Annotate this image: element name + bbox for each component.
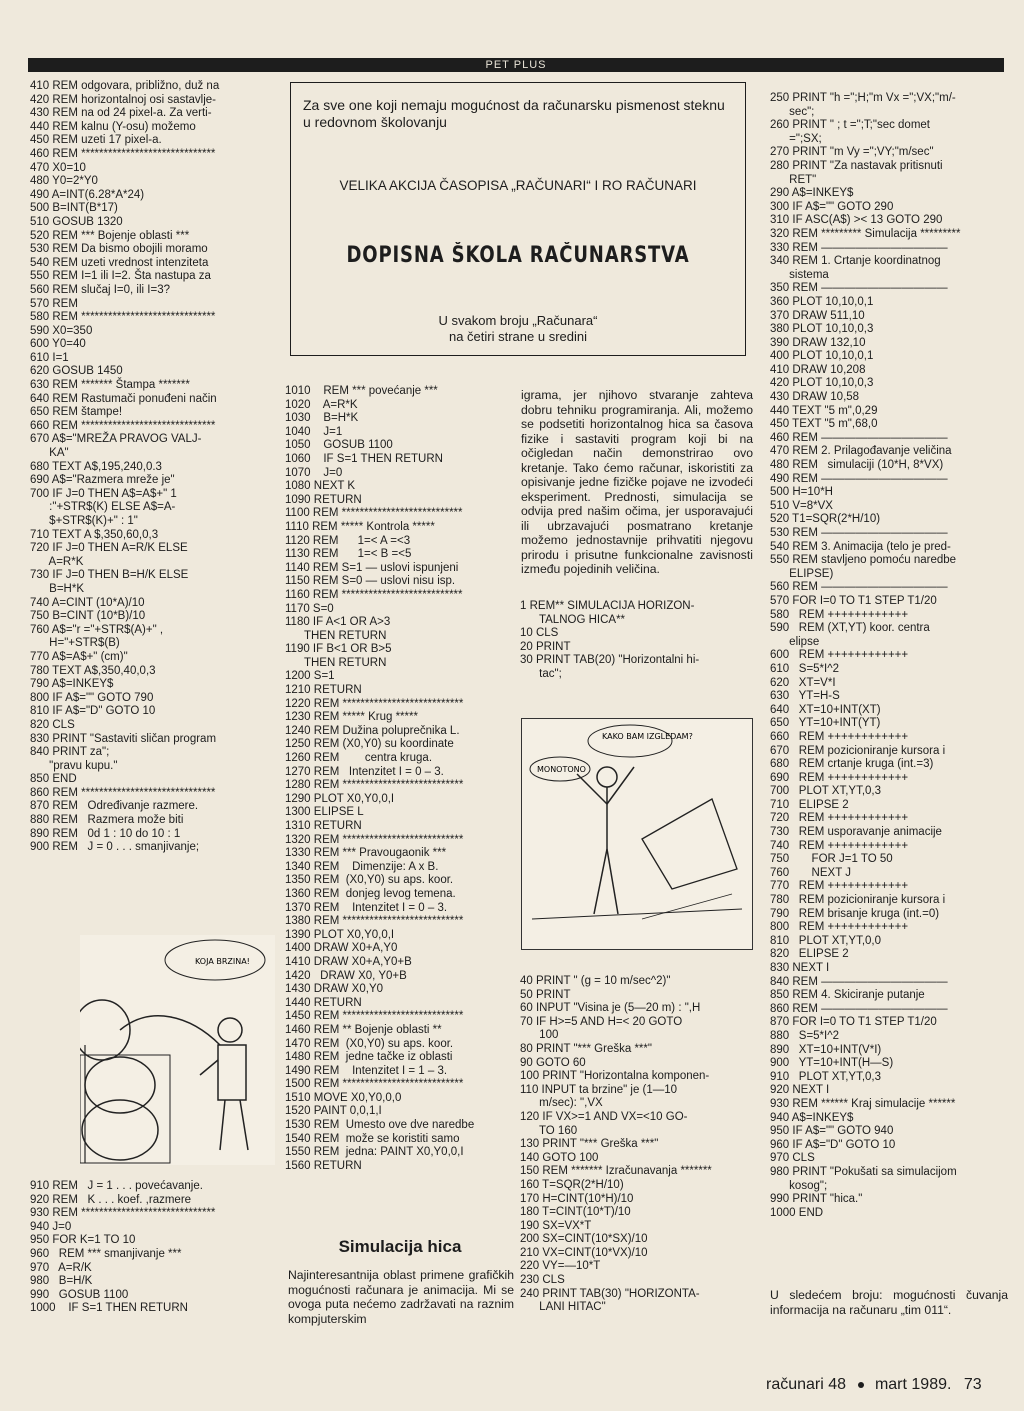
code-line: 470 X0=10 (30, 161, 86, 174)
code-line: 900 YT=10+INT(H—S) (770, 1057, 894, 1070)
code-line: 1130 REM 1=< B =<5 (285, 548, 412, 561)
ad-title: DOPISNA ŠKOLA RAČUNARSTVA (346, 243, 690, 268)
code-line: 550 REM stavljeno pomoću naredbe (770, 554, 957, 567)
code-line: =";SX; (770, 132, 822, 145)
code-line: 980 PRINT "Pokušati sa simulacijom (770, 1165, 957, 1178)
code-line: 330 REM ——————————— (770, 241, 948, 254)
code-line: 1 REM** SIMULACIJA HORIZON- (520, 600, 695, 612)
code-line: 1210 RETURN (285, 684, 362, 697)
code-line: 680 TEXT A$,195,240,0.3 (30, 460, 162, 473)
article-paragraph: igrama, jer njihovo stvaranje zahteva dobru tehniku programiranja. Ali, možemo se podsetiti horizontalnog hica sa časova fizike i sastaviti program koji bi na očigledan način demonstrirao ovo kretanje. Tako ćemo računar, iskoristiti za opisivanje jedne fizičke pojave ne izvodeći eksperiment. Prednosti, simulacija se odvija pred našim očima, jer usporavajući ili ubrzavajući posmatrano kretanje možemo jednostavnije prihvatiti njegovu prirodu i prisutne funkcionalne zavisnosti između pojedinih veličina. (521, 388, 753, 576)
code-line: 250 PRINT "h =";H;"m Vx =";VX;"m/- (770, 92, 956, 104)
footer-bullet (858, 1382, 864, 1388)
code-line: 620 GOSUB 1450 (30, 365, 123, 378)
code-line: 770 REM ++++++++++++ (770, 880, 909, 893)
footer-page-number: 73 (963, 1376, 982, 1393)
code-line: 1480 REM jedne tačke iz oblasti (285, 1051, 453, 1064)
code-line: 350 REM ——————————— (770, 282, 948, 295)
code-line: 510 V=8*VX (770, 499, 833, 512)
code-line: 430 REM na od 24 pixel-a. Za verti- (30, 107, 212, 120)
code-line: 670 A$="MREŽA PRAVOG VALJ- (30, 433, 202, 446)
code-line: 700 IF J=0 THEN A$=A$+" 1 (30, 487, 177, 500)
code-line: 750 B=CINT (10*B)/10 (30, 610, 146, 623)
code-line: 840 PRINT za"; (30, 746, 110, 759)
code-line: 290 A$=INKEY$ (770, 187, 854, 200)
code-line: 420 REM horizontalnoj osi sastavlje- (30, 93, 217, 106)
code-line: 710 TEXT A $,350,60,0,3 (30, 528, 159, 541)
code-line: 730 REM usporavanje animacije (770, 826, 942, 839)
code-line: 120 IF VX>=1 AND VX=<10 GO- (520, 1110, 688, 1123)
code-line: 500 B=INT(B*17) (30, 202, 118, 215)
code-line: 1230 REM ***** Krug ***** (285, 711, 418, 724)
code-line: 40 PRINT " (g = 10 m/sec^2)" (520, 975, 671, 987)
code-line: 360 PLOT 10,10,0,1 (770, 295, 874, 308)
code-line: 680 REM crtanje kruga (int.=3) (770, 758, 934, 771)
code-line: 1280 REM *************************** (285, 779, 464, 792)
code-line: 970 CLS (770, 1152, 815, 1165)
code-line: sec"; (770, 105, 815, 118)
code-line: 1020 A=R*K (285, 398, 358, 411)
code-line: TO 160 (520, 1124, 578, 1137)
ad-footer-line1: U svakom broju „Računara“ (438, 313, 598, 328)
code-line: 440 REM kalnu (Y-osu) možemo (30, 120, 196, 133)
code-line: 810 IF A$="D" GOTO 10 (30, 705, 156, 718)
code-line: TALNOG HICA** (520, 613, 626, 626)
code-line: 70 IF H>=5 AND H=< 20 GOTO (520, 1015, 683, 1028)
code-line: 1420 DRAW X0, Y0+B (285, 969, 407, 982)
code-line: 140 GOTO 100 (520, 1151, 599, 1164)
code-line: 310 IF ASC(A$) >< 13 GOTO 290 (770, 214, 943, 227)
code-line: 1410 DRAW X0+A,Y0+B (285, 955, 412, 968)
code-line: 1380 REM *************************** (285, 915, 464, 928)
code-line: 1150 REM S=0 — uslovi nisu isp. (285, 575, 456, 588)
code-line: 740 REM ++++++++++++ (770, 839, 909, 852)
code-line: 670 REM pozicioniranje kursora i (770, 744, 946, 757)
observer-bubble-text: KAKO BAM IZGLEDAM? (602, 732, 693, 741)
code-line: 480 Y0=2*Y0 (30, 175, 98, 188)
code-line: 630 REM ******* Štampa ******* (30, 379, 190, 392)
code-line: 590 X0=350 (30, 324, 93, 337)
code-line: $+STR$(K)+" : 1" (30, 515, 138, 527)
code-line: 990 PRINT "hica." (770, 1193, 863, 1206)
next-issue-note: U sledećem broju: mogućnosti čuvanja informacija na računaru „tim 011“. (770, 1288, 1008, 1317)
code-line: 590 REM (XT,YT) koor. centra (770, 622, 930, 635)
code-line: 1540 REM može se koristiti samo (285, 1132, 460, 1145)
code-line: 420 PLOT 10,10,0,3 (770, 377, 874, 390)
code-line: 90 GOTO 60 (520, 1056, 586, 1069)
code-line: ELIPSE) (770, 567, 834, 580)
code-line: 870 FOR I=0 TO T1 STEP T1/20 (770, 1016, 937, 1029)
code-line: 960 IF A$="D" GOTO 10 (770, 1138, 896, 1151)
code-line: tac"; (520, 667, 562, 680)
code-line: 450 REM uzeti 17 pixel-a. (30, 134, 162, 147)
code-line: 840 REM ——————————— (770, 975, 948, 988)
code-line: 1160 REM *************************** (285, 588, 463, 601)
code-line: 910 REM J = 1 . . . povećavanje. (30, 1180, 203, 1192)
code-line: 1090 RETURN (285, 493, 362, 506)
code-line: 1010 REM *** povećanje *** (285, 385, 438, 397)
code-line: 600 REM ++++++++++++ (770, 649, 909, 662)
code-line: 800 IF A$="" GOTO 790 (30, 691, 154, 704)
code-line: 60 INPUT "Visina je (5—20 m) : ",H (520, 1002, 701, 1015)
code-line: 630 YT=H-S (770, 690, 840, 703)
code-line: 1200 S=1 (285, 670, 335, 683)
code-line: 950 IF A$="" GOTO 940 (770, 1125, 894, 1138)
code-line: 790 A$=INKEY$ (30, 678, 114, 691)
code-line: 470 REM 2. Prilagođavanje veličina (770, 445, 952, 458)
code-line: 1300 ELIPSE L (285, 806, 364, 819)
code-line: 20 PRINT (520, 640, 571, 653)
code-line: 1170 S=0 (285, 602, 334, 615)
code-line: 1110 REM ***** Kontrola ***** (285, 520, 435, 533)
code-line: 10 CLS (520, 627, 559, 640)
code-line: 30 PRINT TAB(20) "Horizontalni hi- (520, 654, 700, 667)
code-line: 200 SX=CINT(10*SX)/10 (520, 1233, 648, 1246)
footer-magazine: računari 48 (766, 1376, 847, 1393)
observer-cartoon (521, 718, 753, 950)
code-line: 570 FOR I=0 TO T1 STEP T1/20 (770, 594, 937, 607)
code-line: THEN RETURN (285, 629, 387, 642)
code-line: 760 NEXT J (770, 866, 851, 879)
page-footer (766, 1376, 982, 1394)
code-line: 50 PRINT (520, 988, 571, 1001)
code-line: 950 FOR K=1 TO 10 (30, 1234, 136, 1247)
code-line: 960 REM *** smanjivanje *** (30, 1247, 182, 1260)
code-line: 1290 PLOT X0,Y0,0,I (285, 792, 395, 805)
code-line: 1470 REM (X0,Y0) su aps. koor. (285, 1037, 454, 1050)
code-line: 1340 REM Dimenzije: A x B. (285, 860, 439, 873)
code-line: 1140 REM S=1 — uslovi ispunjeni (285, 561, 459, 574)
code-line: 1350 REM (X0,Y0) su aps. koor. (285, 874, 454, 887)
section-header-bar (28, 58, 1004, 72)
code-line: 920 REM K . . . koef. ,razmere (30, 1193, 192, 1206)
code-listing-col1-top (30, 80, 270, 855)
barrel-cartoon (80, 935, 275, 1165)
code-line: 780 TEXT A$,350,40,0,3 (30, 664, 156, 677)
code-line: 180 T=CINT(10*T)/10 (520, 1206, 631, 1219)
code-listing-col1-bottom (30, 1180, 270, 1316)
code-listing-col2 (285, 385, 515, 1173)
code-line: 410 REM odgovara, približno, duž na (30, 80, 220, 92)
code-line: 980 B=H/K (30, 1275, 93, 1288)
code-line: 820 CLS (30, 718, 75, 731)
code-line: 830 NEXT I (770, 962, 830, 974)
observer-label-text: MONOTONO (537, 765, 586, 774)
code-line: 1070 J=0 (285, 466, 343, 479)
code-line: 150 REM ******* Izračunavanja ******* (520, 1165, 712, 1178)
code-line: 1530 REM Umesto ove dve naredbe (285, 1119, 475, 1132)
code-line: 460 REM ——————————— (770, 431, 948, 444)
code-line: 570 REM (30, 297, 78, 310)
code-line: 530 REM ——————————— (770, 527, 948, 539)
code-line: 700 PLOT XT,YT,0,3 (770, 785, 882, 798)
code-line: 1430 DRAW X0,Y0 (285, 983, 384, 996)
code-line: 1330 REM *** Pravougaonik *** (285, 847, 447, 860)
code-listing-col3-bottom (520, 975, 755, 1315)
code-line: 280 PRINT "Za nastavak pritisnuti (770, 159, 943, 172)
ad-action: VELIKA AKCIJA ČASOPISA „RAČUNARI“ I RO RAČUNARI (339, 178, 697, 193)
code-line: 990 GOSUB 1100 (30, 1288, 129, 1301)
code-line: 260 PRINT " ; t =";T;"sec domet (770, 119, 931, 132)
code-line: 240 PRINT TAB(30) "HORIZONTA- (520, 1287, 700, 1300)
code-line: 930 REM ****** Kraj simulacije ****** (770, 1097, 956, 1110)
code-line: 1080 NEXT K (285, 480, 356, 493)
code-line: 720 REM ++++++++++++ (770, 812, 909, 825)
code-line: 1270 REM Intenzitet I = 0 – 3. (285, 765, 444, 778)
code-line: LANI HITAC" (520, 1301, 606, 1314)
code-line: 620 XT=V*I (770, 676, 836, 689)
code-line: 300 IF A$="" GOTO 290 (770, 200, 894, 213)
code-line: 1240 REM Dužina poluprečnika L. (285, 724, 460, 737)
code-line: 730 IF J=0 THEN B=H/K ELSE (30, 569, 189, 582)
code-line: 1120 REM 1=< A =<3 (285, 534, 411, 547)
code-line: 1100 REM *************************** (285, 507, 463, 520)
code-line: 1320 REM *************************** (285, 833, 464, 846)
code-line: 830 PRINT "Sastaviti sličan program (30, 732, 217, 745)
code-line: 650 YT=10+INT(YT) (770, 717, 881, 730)
code-line: "pravu kupu." (30, 759, 118, 772)
code-line: 790 REM brisanje kruga (int.=0) (770, 907, 940, 920)
code-line: 1450 REM *************************** (285, 1010, 464, 1023)
code-line: 860 REM ****************************** (30, 786, 216, 799)
code-line: 890 XT=10+INT(V*I) (770, 1043, 882, 1056)
code-line: 850 REM 4. Skiciranje putanje (770, 989, 925, 1002)
code-line: 880 REM Razmera može biti (30, 814, 184, 827)
simulation-paragraph: Najinteresantnija oblast primene grafičkih mogućnosti računara je animacija. Mi se ovoga puta nećemo zadržavati na raznim kompjuterskim (288, 1268, 514, 1326)
code-line: 1190 IF B<1 OR B>5 (285, 643, 392, 656)
code-line: 490 A=INT(6.28*A*24) (30, 188, 145, 201)
code-line: 1360 REM donjeg levog temena. (285, 887, 456, 900)
code-line: 1250 REM (X0,Y0) su koordinate (285, 738, 454, 751)
code-line: RET" (770, 173, 817, 186)
code-line: 380 PLOT 10,10,0,3 (770, 323, 874, 336)
code-listing-col4 (770, 92, 1005, 1220)
code-line: 1460 REM ** Bojenje oblasti ** (285, 1023, 442, 1036)
code-line: 900 REM J = 0 . . . smanjivanje; (30, 841, 200, 854)
code-line: 1030 B=H*K (285, 412, 359, 425)
code-line: 100 PRINT "Horizontalna komponen- (520, 1070, 710, 1083)
code-line: 390 DRAW 132,10 (770, 336, 866, 349)
code-line: 450 TEXT "5 m",68,0 (770, 418, 878, 431)
code-line: 640 XT=10+INT(XT) (770, 703, 881, 716)
ad-intro: Za sve one koji nemaju mogućnost da računarsku pismenost steknu u redovnom školovanju (303, 97, 725, 130)
code-line: 190 SX=VX*T (520, 1219, 592, 1232)
code-line: 540 REM uzeti vrednost intenziteta (30, 256, 209, 269)
code-line: 340 REM 1. Crtanje koordinatnog (770, 255, 941, 268)
code-line: H="+STR$(B) (30, 637, 120, 650)
code-line: 720 IF J=0 THEN A=R/K ELSE (30, 542, 188, 555)
code-line: 600 Y0=40 (30, 338, 86, 351)
code-line: 800 REM ++++++++++++ (770, 921, 909, 934)
code-line: 1400 DRAW X0+A,Y0 (285, 942, 398, 955)
code-line: A=R*K (30, 555, 84, 568)
footer-date: mart 1989. (874, 1376, 952, 1393)
code-line: 110 INPUT ta brzine" je (1—10 (520, 1083, 678, 1096)
section-title: PET PLUS (485, 59, 547, 71)
code-line: 430 DRAW 10,58 (770, 391, 860, 404)
code-line: 490 REM ——————————— (770, 472, 948, 485)
code-line: B=H*K (30, 582, 85, 595)
code-line: elipse (770, 635, 820, 648)
code-line: 610 I=1 (30, 351, 69, 364)
code-line: 1000 END (770, 1206, 824, 1219)
code-line: 530 REM Da bismo obojili moramo (30, 243, 208, 256)
code-line: 780 REM pozicioniranje kursora i (770, 894, 946, 907)
code-line: 660 REM ****************************** (30, 419, 216, 432)
code-line: 540 REM 3. Animacija (telo je pred- (770, 540, 951, 553)
code-line: 690 REM ++++++++++++ (770, 771, 909, 784)
code-line: sistema (770, 268, 829, 281)
code-line: 1510 MOVE X0,Y0,0,0 (285, 1091, 402, 1104)
code-line: 500 H=10*H (770, 486, 833, 499)
code-line: 660 REM ++++++++++++ (770, 730, 909, 743)
code-line: 610 S=5*I^2 (770, 662, 840, 675)
code-line: 1180 IF A<1 OR A>3 (285, 616, 391, 629)
code-line: 560 REM ——————————— (770, 581, 948, 594)
code-line: 510 GOSUB 1320 (30, 215, 123, 228)
code-line: 460 REM ****************************** (30, 147, 216, 160)
simulation-heading: Simulacija hica (338, 1237, 462, 1256)
code-line: 1550 REM jedna: PAINT X0,Y0,0,I (285, 1146, 464, 1159)
code-line: 410 DRAW 10,208 (770, 363, 866, 376)
code-line: 930 REM ****************************** (30, 1207, 216, 1220)
code-line: 750 FOR J=1 TO 50 (770, 853, 893, 866)
code-line: 910 PLOT XT,YT,0,3 (770, 1070, 882, 1083)
code-line: 1500 REM *************************** (285, 1078, 464, 1091)
code-line: 130 PRINT "*** Greška ***" (520, 1138, 659, 1151)
ad-footer (291, 313, 745, 345)
code-line: 480 REM simulaciji (10*H, 8*VX) (770, 459, 944, 472)
code-line: 640 REM Rastumači ponuđeni način (30, 392, 217, 405)
code-line: 440 TEXT "5 m",0,29 (770, 404, 878, 417)
code-line: 760 A$="r ="+STR$(A)+" , (30, 623, 164, 636)
code-line: 710 ELIPSE 2 (770, 798, 849, 811)
code-line: 1490 REM Intenzitet I = 1 – 3. (285, 1064, 448, 1077)
code-line: 1310 RETURN (285, 820, 362, 832)
code-line: THEN RETURN (285, 656, 387, 669)
code-line: 920 NEXT I (770, 1084, 830, 1097)
code-line: 1040 J=1 (285, 425, 343, 438)
code-line: m/sec): ",VX (520, 1097, 603, 1110)
code-line: 550 REM I=1 ili I=2. Šta nastupa za (30, 270, 211, 283)
code-line: 220 VY=—10*T (520, 1260, 601, 1273)
code-line: 870 REM Određivanje razmere. (30, 800, 199, 813)
code-line: 820 ELIPSE 2 (770, 948, 849, 961)
code-line: 560 REM slučaj I=0, ili I=3? (30, 283, 170, 296)
code-line: 230 CLS (520, 1274, 565, 1287)
code-line: 520 T1=SQR(2*H/10) (770, 513, 881, 526)
code-line: 740 A=CINT (10*A)/10 (30, 596, 145, 609)
code-line: KA" (30, 447, 69, 460)
code-listing-col3-top (520, 600, 755, 682)
code-line: kosog"; (770, 1179, 828, 1192)
code-line: 1260 REM centra kruga. (285, 752, 433, 765)
code-line: 1370 REM Intenzitet I = 0 – 3. (285, 901, 448, 914)
code-line: 1390 PLOT X0,Y0,0,I (285, 928, 395, 941)
code-line: 690 A$="Razmera mreže je" (30, 474, 175, 487)
code-line: 580 REM ****************************** (30, 311, 216, 324)
code-line: :"+STR$(K) ELSE A$=A- (30, 501, 176, 514)
code-line: 170 H=CINT(10*H)/10 (520, 1192, 634, 1205)
barrel-bubble-text: KOJA BRZINA! (195, 957, 250, 966)
code-line: 940 A$=INKEY$ (770, 1111, 854, 1124)
code-line: 1050 GOSUB 1100 (285, 439, 393, 452)
code-line: 270 PRINT "m Vy =";VY;"m/sec" (770, 146, 934, 159)
code-line: 210 VX=CINT(10*VX)/10 (520, 1246, 648, 1259)
code-line: 80 PRINT "*** Greška ***" (520, 1042, 652, 1055)
code-line: 940 J=0 (30, 1220, 72, 1233)
code-line: 1560 RETURN (285, 1159, 362, 1172)
correspondence-school-ad (290, 82, 746, 356)
code-line: 160 T=SQR(2*H/10) (520, 1178, 624, 1191)
code-line: 320 REM ********* Simulacija ********* (770, 227, 961, 240)
code-line: 400 PLOT 10,10,0,1 (770, 350, 874, 363)
code-line: 520 REM *** Bojenje oblasti *** (30, 229, 190, 242)
code-line: 810 PLOT XT,YT,0,0 (770, 934, 882, 947)
ad-footer-line2: na četiri strane u sredini (448, 329, 587, 344)
code-line: 1440 RETURN (285, 996, 362, 1009)
code-line: 1520 PAINT 0,0,1,I (285, 1105, 382, 1118)
code-line: 100 (520, 1029, 559, 1042)
code-line: 890 REM 0d 1 : 10 do 10 : 1 (30, 827, 181, 840)
code-line: 970 A=R/K (30, 1261, 92, 1274)
code-line: 860 REM ——————————— (770, 1002, 948, 1015)
code-line: 850 END (30, 773, 77, 786)
code-line: 1000 IF S=1 THEN RETURN (30, 1302, 188, 1315)
code-line: 880 S=5*I^2 (770, 1029, 840, 1042)
code-line: 580 REM ++++++++++++ (770, 608, 909, 621)
code-line: 370 DRAW 511,10 (770, 309, 865, 322)
code-line: 1220 REM *************************** (285, 697, 464, 710)
code-line: 1060 IF S=1 THEN RETURN (285, 452, 443, 465)
code-line: 770 A$=A$+" (cm)" (30, 650, 128, 663)
code-line: 650 REM štampe! (30, 406, 123, 419)
